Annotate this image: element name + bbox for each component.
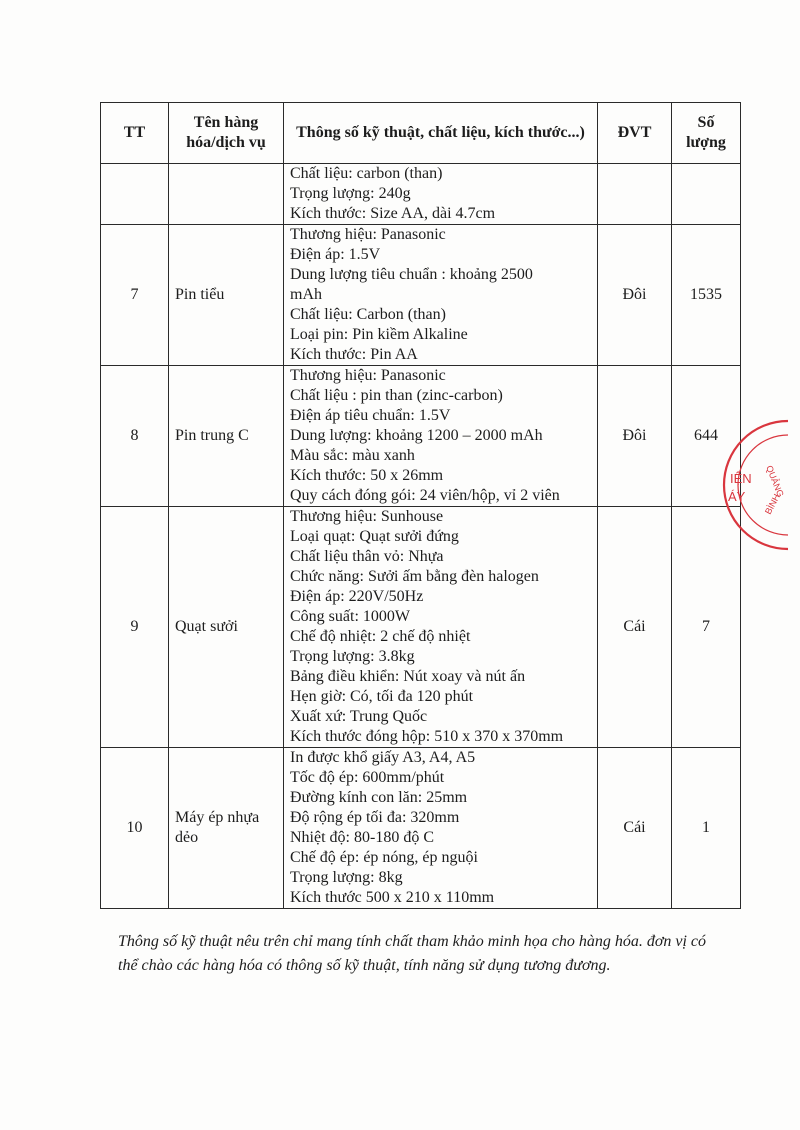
spec-line: Chức năng: Sưởi ấm bằng đèn halogen bbox=[290, 568, 539, 585]
stamp-seal-icon bbox=[712, 415, 788, 555]
spec-line: Công suất: 1000W bbox=[290, 608, 410, 625]
spec-line: Kích thước: Pin AA bbox=[290, 346, 418, 363]
cell-tt: 10 bbox=[101, 748, 169, 909]
cell-name bbox=[169, 164, 284, 225]
spec-line: Thương hiệu: Panasonic bbox=[290, 367, 446, 384]
table-row-continuation bbox=[101, 164, 741, 225]
spec-line: Kích thước 500 x 210 x 110mm bbox=[290, 889, 495, 906]
spec-line: Chế độ nhiệt: 2 chế độ nhiệt bbox=[290, 628, 471, 645]
header-spec: Thông số kỹ thuật, chất liệu, kích thước...) bbox=[284, 103, 598, 164]
table-row-9 bbox=[101, 507, 741, 748]
spec-line: Thương hiệu: Panasonic bbox=[290, 226, 446, 243]
spec-line: Tốc độ ép: 600mm/phút bbox=[290, 769, 445, 786]
cell-unit: Cái bbox=[598, 507, 672, 748]
cell-tt: 7 bbox=[101, 225, 169, 366]
spec-line: Trọng lượng: 240g bbox=[290, 185, 411, 202]
spec-line: Loại pin: Pin kiềm Alkaline bbox=[290, 326, 468, 343]
spec-line: mAh bbox=[290, 286, 322, 303]
cell-unit bbox=[598, 164, 672, 225]
spec-line: Trọng lượng: 3.8kg bbox=[290, 648, 415, 665]
spec-line: Độ rộng ép tối đa: 320mm bbox=[290, 809, 460, 826]
spec-line: Bảng điều khiển: Nút xoay và nút ấn bbox=[290, 668, 526, 685]
cell-spec bbox=[284, 164, 598, 225]
spec-line: Quy cách đóng gói: 24 viên/hộp, vỉ 2 viên bbox=[290, 487, 560, 504]
stamp-text-center-2: ÁY bbox=[728, 489, 746, 504]
spec-line: Hẹn giờ: Có, tối đa 120 phút bbox=[290, 688, 474, 705]
spec-line: Chất liệu: carbon (than) bbox=[290, 165, 443, 182]
cell-spec bbox=[284, 225, 598, 366]
cell-name: Máy ép nhựa dẻo bbox=[169, 748, 284, 909]
spec-line: Kích thước: 50 x 26mm bbox=[290, 467, 444, 484]
specification-table bbox=[100, 102, 741, 909]
spec-line: Trọng lượng: 8kg bbox=[290, 869, 403, 886]
cell-unit: Cái bbox=[598, 748, 672, 909]
spec-line: Thương hiệu: Sunhouse bbox=[290, 508, 444, 525]
cell-spec bbox=[284, 748, 598, 909]
spec-line: Dung lượng tiêu chuẩn : khoảng 2500 bbox=[290, 266, 533, 283]
cell-spec bbox=[284, 507, 598, 748]
cell-tt bbox=[101, 164, 169, 225]
cell-spec bbox=[284, 366, 598, 507]
cell-name: Pin trung C bbox=[169, 366, 284, 507]
table-row-7 bbox=[101, 225, 741, 366]
spec-line: Chất liệu : pin than (zinc-carbon) bbox=[290, 387, 503, 404]
spec-line: Màu sắc: màu xanh bbox=[290, 447, 415, 464]
spec-line: Dung lượng: khoảng 1200 – 2000 mAh bbox=[290, 427, 543, 444]
spec-line: Loại quạt: Quạt sưởi đứng bbox=[290, 528, 459, 545]
header-qty: Số lượng bbox=[672, 103, 741, 164]
spec-line: Điện áp tiêu chuẩn: 1.5V bbox=[290, 407, 451, 424]
header-name: Tên hàng hóa/dịch vụ bbox=[169, 103, 284, 164]
table-row-8 bbox=[101, 366, 741, 507]
stamp-text-top: QUẢNG bbox=[764, 464, 786, 499]
cell-unit: Đôi bbox=[598, 225, 672, 366]
header-unit: ĐVT bbox=[598, 103, 672, 164]
table-header-row bbox=[101, 103, 741, 164]
header-tt: TT bbox=[101, 103, 169, 164]
spec-line: Điện áp: 220V/50Hz bbox=[290, 588, 424, 605]
spec-line: In được khổ giấy A3, A4, A5 bbox=[290, 749, 476, 766]
footnote: Thông số kỹ thuật nêu trên chỉ mang tính chất tham khảo minh họa cho hàng hóa. đơn vị có thể chào các hàng hóa có thông số kỹ thuật, tính năng sử dụng tương đương. bbox=[118, 933, 707, 974]
spec-line: Đường kính con lăn: 25mm bbox=[290, 789, 468, 806]
cell-name: Quạt sưởi bbox=[169, 507, 284, 748]
cell-qty: 644 bbox=[672, 366, 741, 507]
spec-line: Chất liệu thân vỏ: Nhựa bbox=[290, 548, 444, 565]
spec-line: Xuất xứ: Trung Quốc bbox=[290, 708, 428, 725]
cell-tt: 8 bbox=[101, 366, 169, 507]
spec-line: Chất liệu: Carbon (than) bbox=[290, 306, 446, 323]
spec-line: Kích thước đóng hộp: 510 x 370 x 370mm bbox=[290, 728, 564, 745]
cell-tt: 9 bbox=[101, 507, 169, 748]
spec-line: Nhiệt độ: 80-180 độ C bbox=[290, 829, 434, 846]
cell-qty: 1535 bbox=[672, 225, 741, 366]
cell-qty: 1 bbox=[672, 748, 741, 909]
stamp-text-center-1: IỆN bbox=[730, 471, 752, 486]
cell-qty bbox=[672, 164, 741, 225]
stamp-text-bottom: BÌNH bbox=[762, 492, 782, 516]
cell-qty: 7 bbox=[672, 507, 741, 748]
stamp-seal bbox=[712, 415, 788, 555]
spec-line: Chế độ ép: ép nóng, ép nguội bbox=[290, 849, 478, 866]
table-row-10 bbox=[101, 748, 741, 909]
spec-line: Điện áp: 1.5V bbox=[290, 246, 381, 263]
cell-name: Pin tiểu bbox=[169, 225, 284, 366]
cell-unit: Đôi bbox=[598, 366, 672, 507]
spec-line: Kích thước: Size AA, dài 4.7cm bbox=[290, 205, 496, 222]
